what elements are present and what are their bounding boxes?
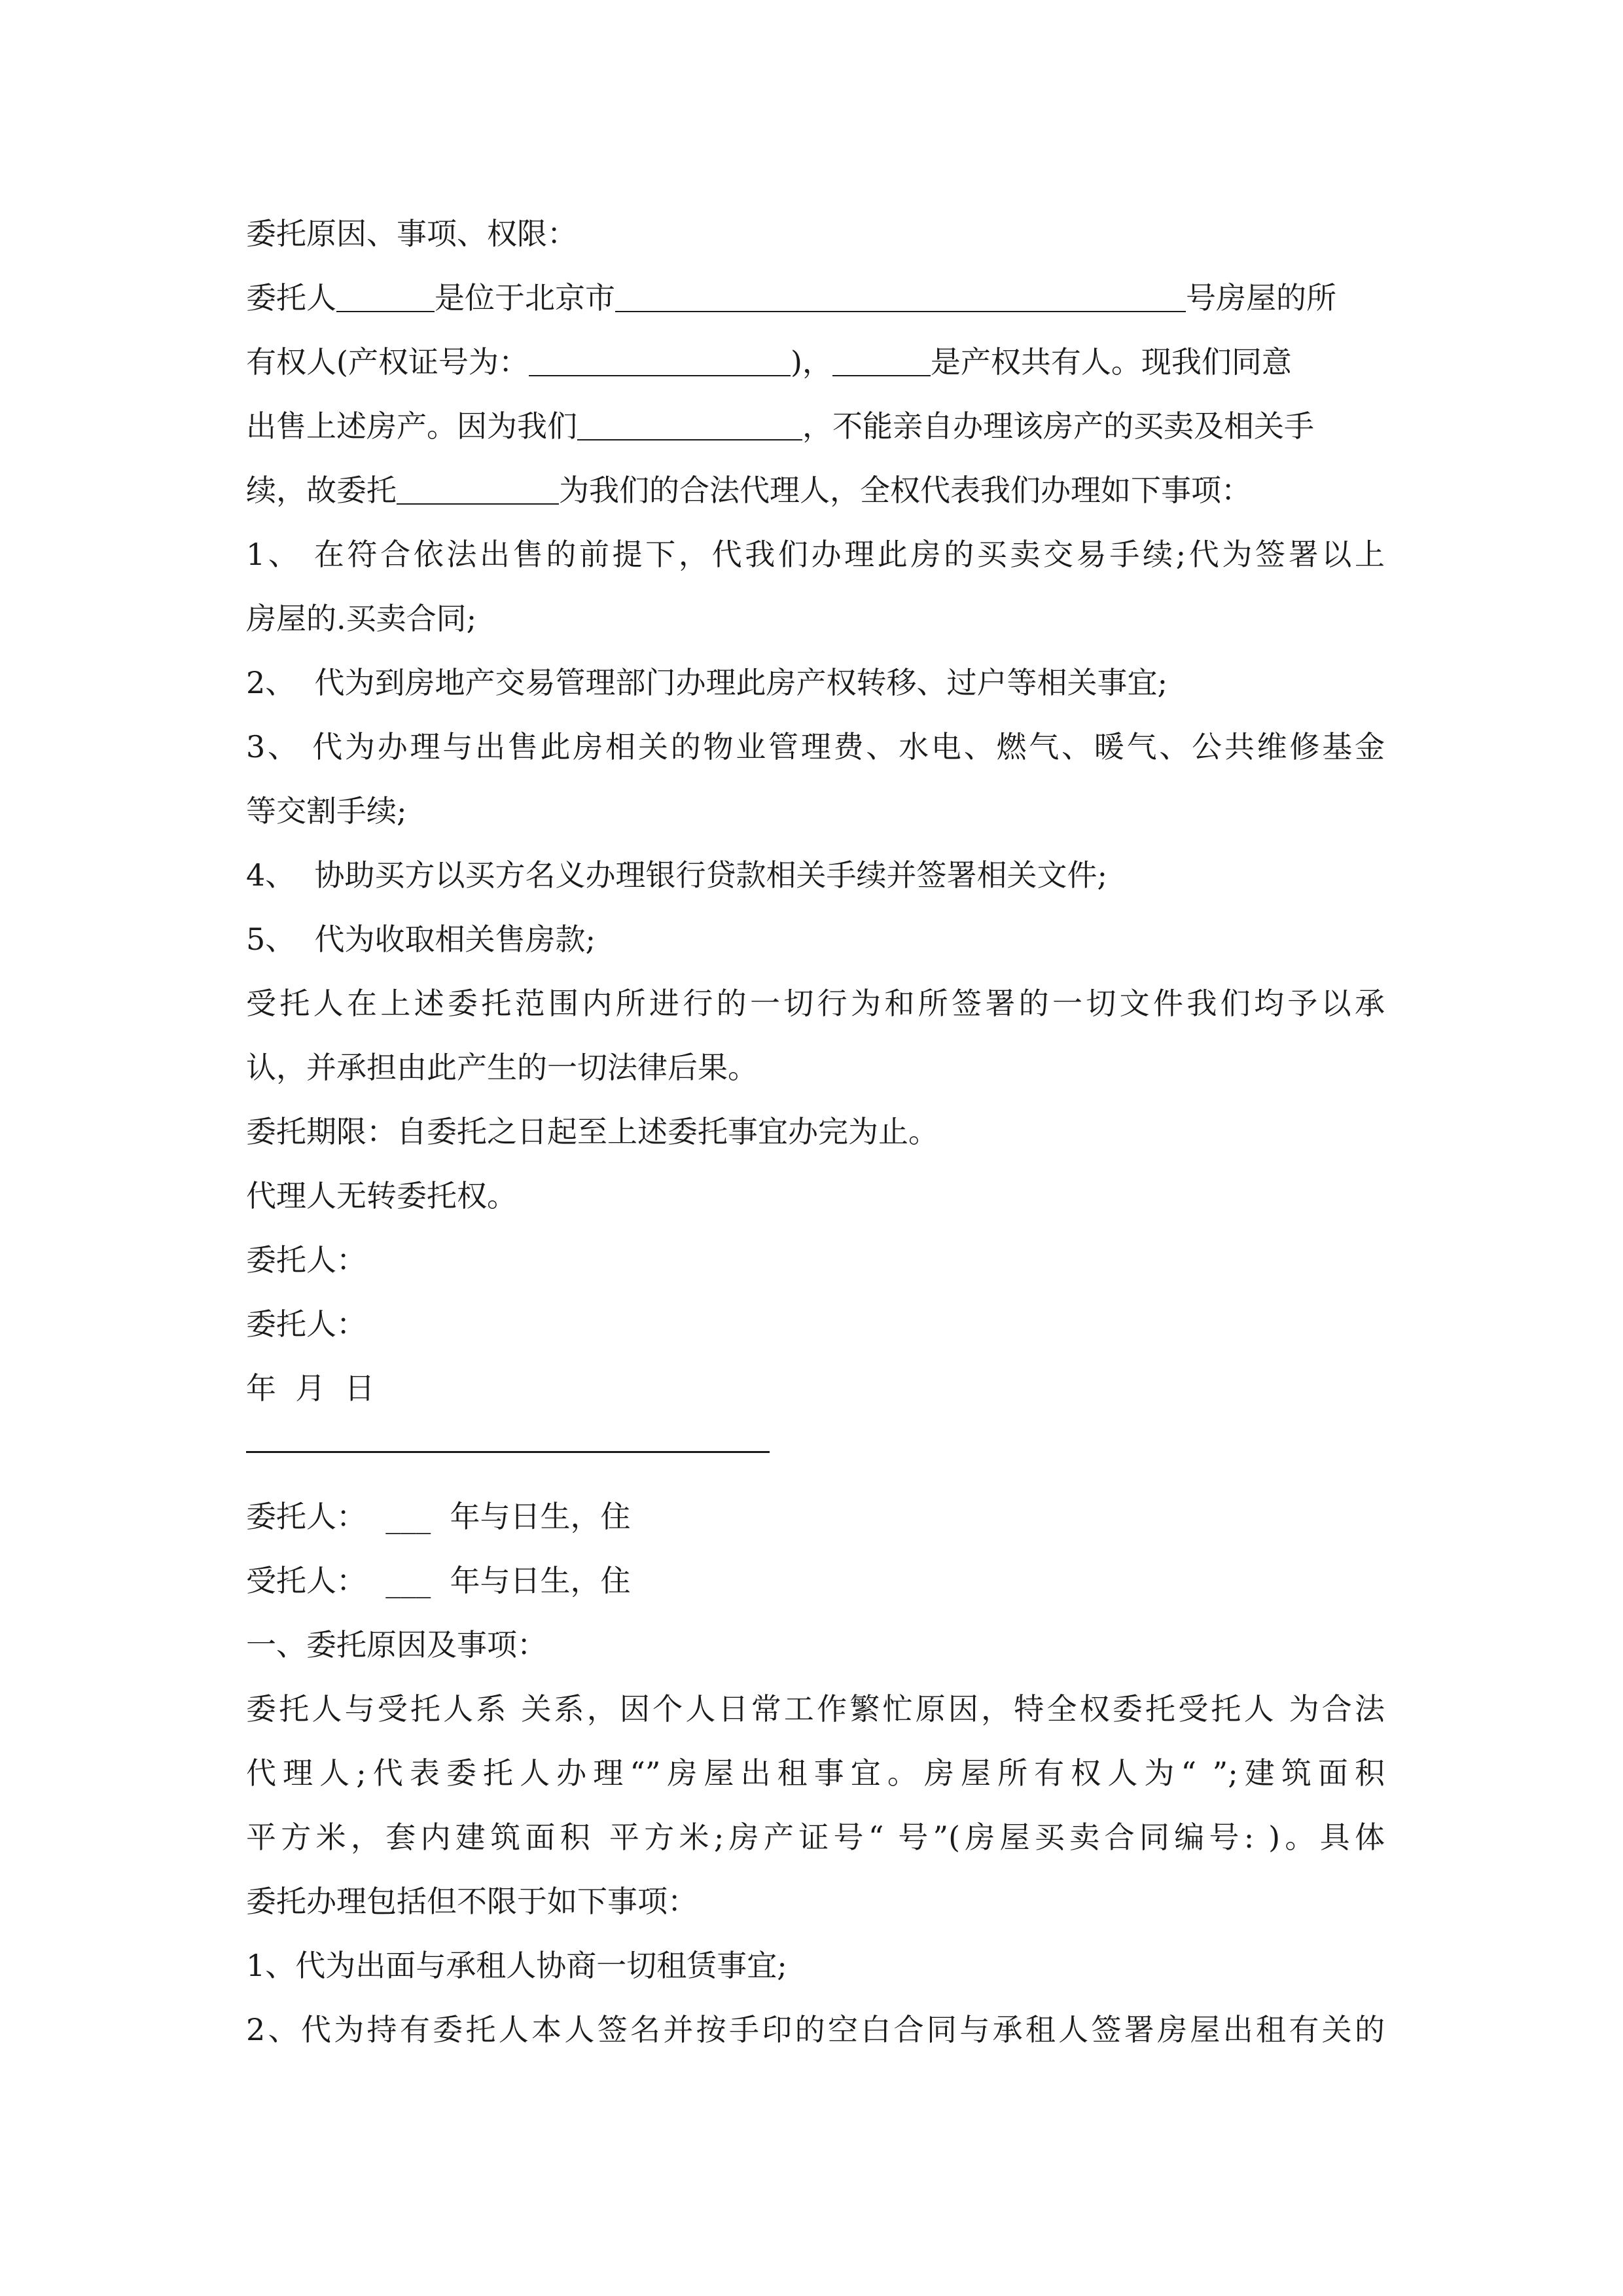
section-divider [246,1420,1385,1484]
rental-item-1: 1、代为出面与承租人协商一切租赁事宜; [246,1948,787,1983]
rental-item-2: 2、代为持有委托人本人签名并按手印的空白合同与承租人签署房屋出租有关的 [246,2012,1385,2047]
paragraph-line: 受托人在上述委托范围内所进行的一切行为和所签署的一切文件我们均予以承 [246,986,1385,1021]
paragraph-line: 委托办理包括但不限于如下事项： [246,1884,698,1919]
signature-principal-1: 委托人： [246,1242,366,1278]
paragraph-line: 代理人;代表委托人办理“”房屋出租事宜。房屋所有权人为“ ”;建筑面积 [246,1755,1385,1791]
principal-info: 委托人： ___ 年与日生，住 [246,1499,631,1534]
paragraph-line: 委托人 是位于北京市 号房屋的所 [246,266,1385,330]
paragraph-line: 认，并承担由此产生的一切法律后果。 [246,1050,758,1085]
paragraph-line: 续，故委托 为我们的合法代理人，全权代表我们办理如下事项： [246,458,1385,522]
blank-field-principal-name[interactable] [336,278,435,312]
paragraph-line: 平方米，套内建筑面积 平方米;房产证号“ 号”(房屋买卖合同编号: )。具体 [246,1820,1385,1855]
blank-field-address[interactable] [615,278,1186,312]
date-line: 年 月 日 [246,1371,375,1406]
paragraph-line: 出售上述房产。因为我们 ，不能亲自办理该房产的买卖及相关手 [246,394,1385,458]
blank-field-reason[interactable] [577,406,802,440]
no-sub-delegation: 代理人无转委托权。 [246,1178,517,1213]
entrust-period: 委托期限：自委托之日起至上述委托事宜办完为止。 [246,1114,938,1149]
blank-field-co-owner[interactable] [832,342,931,376]
heading-section-1: 一、委托原因及事项： [246,1627,547,1662]
heading-entrust-reasons: 委托原因、事项、权限： [246,216,577,251]
list-item-5: 5、 代为收取相关售房款; [246,922,596,957]
agent-info: 受托人： ___ 年与日生，住 [246,1563,631,1598]
document-page [246,202,1385,2062]
signature-principal-2: 委托人： [246,1306,366,1342]
paragraph-line: 有权人(产权证号为： )， 是产权共有人。现我们同意 [246,330,1385,394]
divider-rule [246,1451,770,1453]
list-item-3: 3、 代为办理与出售此房相关的物业管理费、水电、燃气、暖气、公共维修基金 [246,729,1385,764]
list-item-1: 1、 在符合依法出售的前提下，代我们办理此房的买卖交易手续;代为签署以上 [246,537,1385,572]
blank-field-agent-name[interactable] [397,471,559,505]
list-item-2: 2、 代为到房地产交易管理部门办理此房产权转移、过户等相关事宜; [246,665,1168,700]
list-item-1-cont: 房屋的.买卖合同; [246,601,477,636]
list-item-3-cont: 等交割手续; [246,793,407,829]
blank-field-certificate-no[interactable] [529,342,791,376]
paragraph-line: 委托人与受托人系 关系，因个人日常工作繁忙原因，特全权委托受托人 为合法 [246,1691,1385,1727]
list-item-4: 4、 协助买方以买方名义办理银行贷款相关手续并签署相关文件; [246,857,1108,893]
